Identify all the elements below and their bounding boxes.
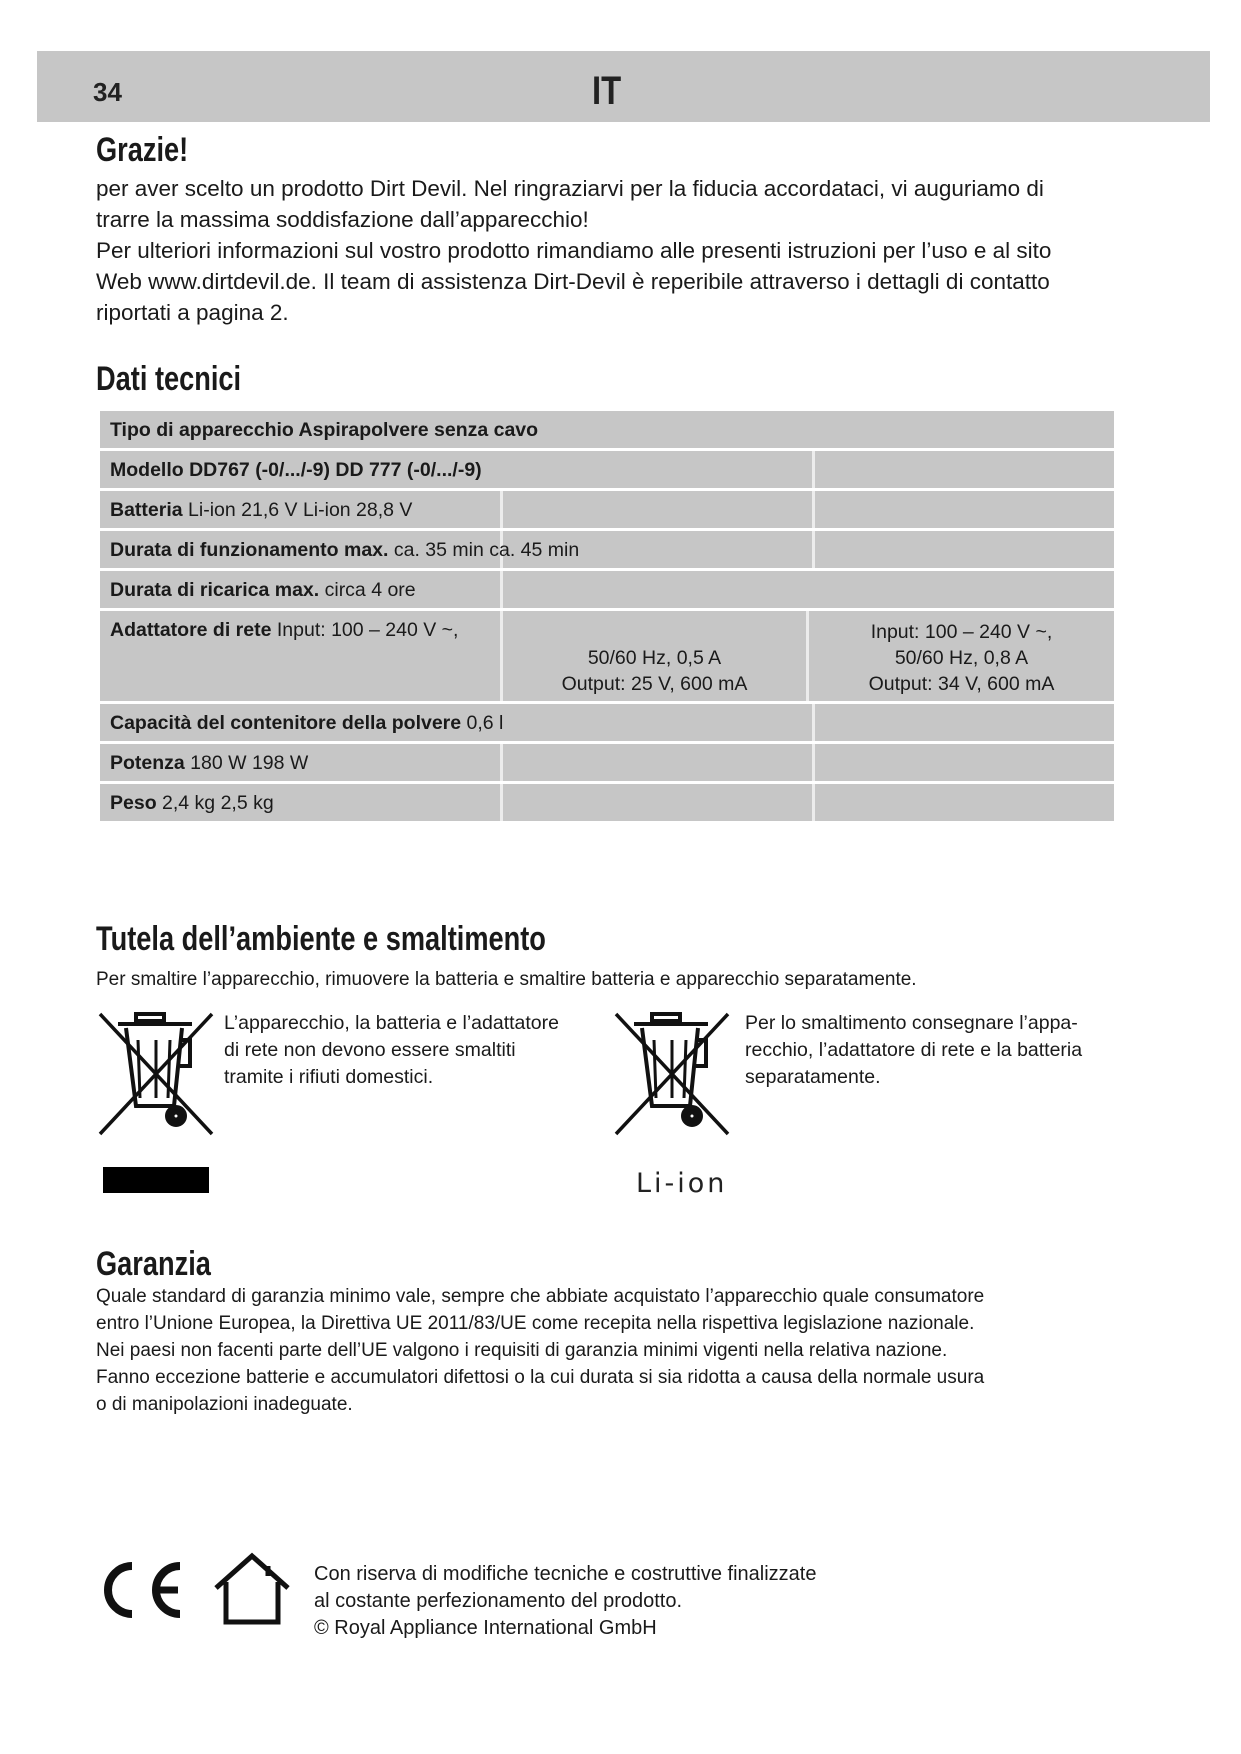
spec-label: Capacità del contenitore della polvere (110, 712, 462, 734)
spec-value: ca. 35 min ca. 45 min (388, 539, 580, 561)
separate-disposal-text: Per lo smaltimento consegnare l’appa- recchio, l’adattatore di rete e la batteria separatamente. (745, 1012, 1083, 1088)
copyright: © Royal Appliance International GmbH (314, 1617, 657, 1639)
specs-title: Dati tecnici (96, 360, 242, 398)
warranty-line: Quale standard di garanzia minimo vale, sempre che abbiate acquistato l’apparecchio quale consumatore (96, 1286, 985, 1307)
warranty-line: Nei paesi non facenti parte dell’UE valgono i requisiti di garanzia minimi vigenti nella relativa nazione. (96, 1340, 948, 1361)
spec-value: Li-ion 21,6 V Li-ion 28,8 V (182, 499, 413, 521)
black-bar (103, 1167, 209, 1193)
warranty-title: Garanzia (96, 1245, 211, 1283)
spec-label: Durata di ricarica max. (110, 579, 320, 601)
warranty-line: Fanno eccezione batterie e accumulatori difettosi o la cui durata si sia ridotta a causa della normale usura (96, 1367, 985, 1388)
table-row (100, 784, 1114, 821)
spec-label: Adattatore di rete (110, 619, 272, 641)
warranty-line: o di manipolazioni inadeguate. (96, 1394, 353, 1415)
environment-title: Tutela dell’ambiente e smaltimento (96, 920, 546, 958)
table-row (100, 571, 1114, 608)
battery-label: Li-ion (636, 1168, 728, 1199)
spec-value: circa 4 ore (319, 579, 416, 601)
spec-value: 2,4 kg 2,5 kg (156, 792, 274, 814)
language-code: IT (592, 69, 622, 113)
spec-label: Peso (110, 792, 157, 814)
intro-line: Per ulteriori informazioni sul vostro prodotto rimandiamo alle presenti istruzioni per l’uso e al sito (96, 238, 1052, 263)
warranty-text (96, 1283, 1136, 1418)
spec-label: Tipo di apparecchio Aspirapolvere senza cavo (110, 419, 539, 441)
table-row (100, 611, 1114, 701)
page-number: 34 (93, 77, 122, 107)
ce-mark-icon (92, 1558, 188, 1622)
intro-line: riportati a pagina 2. (96, 300, 289, 325)
table-row (100, 451, 1114, 488)
table-row (100, 411, 1114, 448)
adapter-spec-col2: 50/60 Hz, 0,5 A Output: 25 V, 600 mA (561, 647, 748, 695)
table-row (100, 704, 1114, 741)
crossed-bin-icon (96, 1010, 218, 1138)
environment-intro: Per smaltire l’apparecchio, rimuovere la batteria e smaltire batteria e apparecchio separatamente. (96, 969, 917, 990)
spec-label: Potenza (110, 752, 185, 774)
intro-line: trarre la massima soddisfazione dall’apparecchio! (96, 207, 589, 232)
table-row (100, 491, 1114, 528)
spec-label: Modello DD767 (-0/.../-9) DD 777 (-0/.../-9) (110, 459, 482, 481)
spec-value: 180 W 198 W (184, 752, 309, 774)
disposal-warning-text: L’apparecchio, la batteria e l’adattatore di rete non devono essere smaltiti tramite i rifiuti domestici. (224, 1012, 559, 1088)
house-icon (212, 1552, 292, 1626)
warranty-line: entro l’Unione Europea, la Direttiva UE 2011/83/UE come recepita nella rispettiva legislazione nazionale. (96, 1313, 975, 1334)
page-header (37, 51, 1210, 122)
spec-table (100, 411, 1114, 824)
spec-label: Batteria (110, 499, 183, 521)
spec-value: 0,6 l (461, 712, 504, 734)
table-row (100, 531, 1114, 568)
intro-title: Grazie! (96, 131, 189, 169)
legal-notice: Con riserva di modifiche tecniche e costruttive finalizzate al costante perfezionamento del prodotto. © Royal Appliance International GmbH (314, 1561, 816, 1642)
crossed-bin-battery-icon (612, 1010, 734, 1138)
spec-label: Durata di funzionamento max. (110, 539, 389, 561)
table-row (100, 744, 1114, 781)
intro-line: per aver scelto un prodotto Dirt Devil. Nel ringraziarvi per la fiducia accordataci, vi auguriamo di (96, 176, 1044, 201)
intro-text (96, 173, 1136, 328)
spec-value: Input: 100 – 240 V ~, (271, 619, 459, 641)
intro-line: Web www.dirtdevil.de. Il team di assistenza Dirt-Devil è reperibile attraverso i dettagli di contatto (96, 269, 1050, 294)
adapter-spec-col3: Input: 100 – 240 V ~, 50/60 Hz, 0,8 A Output: 34 V, 600 mA (868, 621, 1055, 695)
